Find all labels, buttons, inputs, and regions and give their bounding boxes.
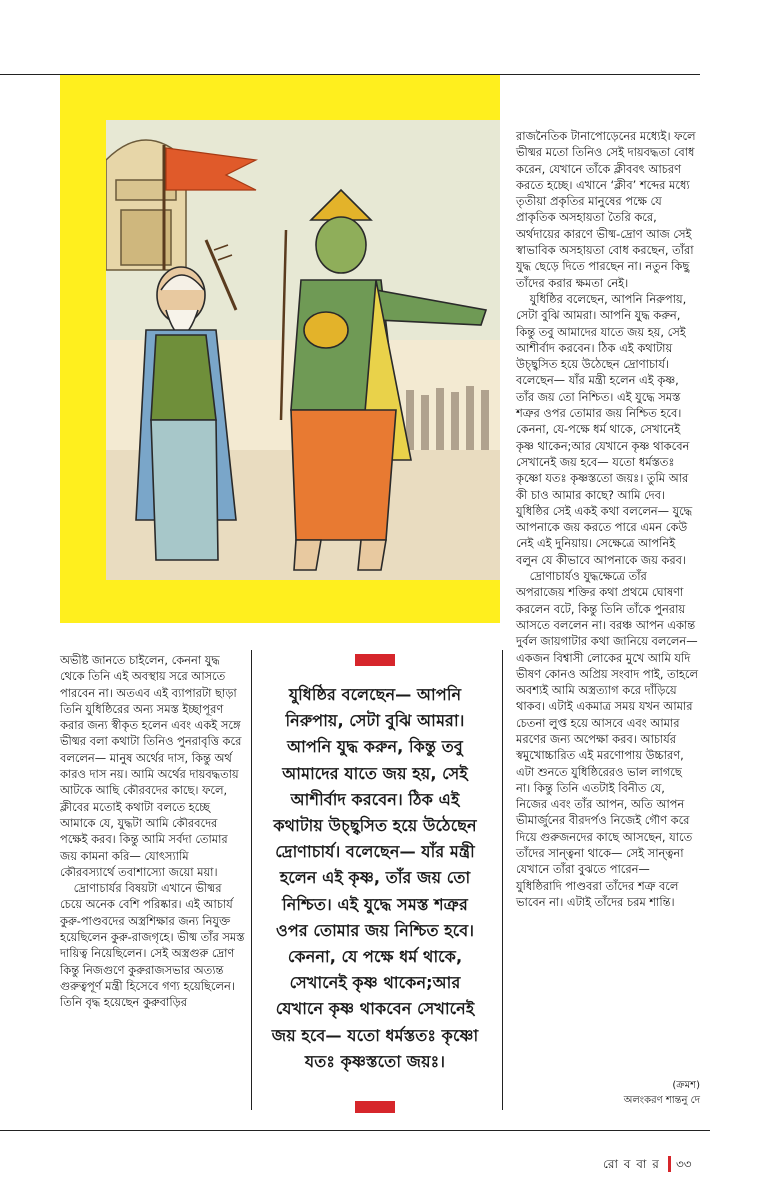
column-divider [502,650,503,1110]
paragraph: অভীষ্ট জানতে চাইলেন, কেননা যুদ্ধ থেকে তিনি এই অবস্থায় সরে আসতে পারবেন না। অতএব এই ব্যাপারটা ছাড়া তিনি যুধিষ্ঠিরের অন্য সমস্ত ইচ্ছাপূরণ করার জন্য স্বীকৃত হলেন এবং একই সঙ্গে ভীষ্মর বলা কথাটা তিনিও পুনরাবৃত্তি করে বললেন— মানুষ অর্থের দাস, কিন্তু অর্থ কারও দাস নয়। আমি অর্থের দায়বদ্ধতায় আটকে আছি কৌরবদের কাছে। ফলে, ক্লীবের মতোই কথাটা বলতে হচ্ছে আমাকে যে, যুদ্ধটা আমি কৌরবদের পক্ষেই করব। কিন্তু আমি সর্বদা তোমার জয় কামনা করি— যোৎস্যামি কৌরবস্যার্থে তবাশাস্যো জয়ো ময়া। [60,653,242,879]
text-column-right-top [516,128,699,910]
bottom-rule [0,1130,710,1131]
page-number: ৩৩ [676,1157,692,1171]
column-divider [251,650,252,1110]
red-accent-bar-bottom [355,1101,395,1113]
pull-quote: যুধিষ্ঠির বলেছেন— আপনি নিরুপায়, সেটা বুঝি আমরা। আপনি যুদ্ধ করুন, কিন্তু তবু আমাদের যাতে জয় হয়, সেই আশীর্বাদ করবেন। ঠিক এই কথাটায় উচ্ছ্বসিত হয়ে উঠেছেন দ্রোণাচার্য। বলেছেন— যাঁর মন্ত্রী হলেন এই কৃষ্ণ, তাঁর জয় তো নিশ্চিত। এই যুদ্ধে সমস্ত শত্রুর ওপর তোমার জয় নিশ্চিত হবে। কেননা, যে পক্ষে ধর্ম থাকে, সেখানেই কৃষ্ণ থাকেন;আর যেখানে কৃষ্ণ থাকবেন সেখানেই জয় হবে— যতো ধর্মস্ততঃ কৃষ্ণো যতঃ কৃষ্ণস্ততো জয়ঃ। [271,685,479,1071]
illustrator-credit: অলংকরণ শান্তনু দে [623,1095,700,1106]
text-column-left [60,652,246,1011]
paragraph: দ্রোণাচার্যও যুদ্ধক্ষেত্রে তাঁর অপরাজেয় শক্তির কথা প্রথমে ঘোষণা করলেন বটে, কিন্তু তিনি তাঁকে পুনরায় আসতে বললেন না। বরঞ্চ আপন একান্ত দুর্বল জায়গাটার কথা জানিয়ে বললেন— একজন বিশ্বাসী লোকের মুখে আমি যদি ভীষণ কোনও অপ্রিয় সংবাদ পাই, তাহলে অবশ্যই আমি অস্ত্রত্যাগ করে দাঁড়িয়ে থাকব। এটাই একমাত্র সময় যখন আমার চেতনা লুপ্ত হয়ে আসবে এবং আমার মরণের জন্য অপেক্ষা করব। আচার্যর স্বমুখোচ্চারিত এই মরণোপায় উচ্চারণ, এটা শুনতে যুধিষ্ঠিরেরও ভাল লাগছে না। কিন্তু তিনি এতটাই বিনীত যে, নিজের এবং তাঁর আপন, অতি আপন ভীমার্জুনের বীরদর্পও নিজেই গৌণ করে দিয়ে গুরুজনদের কাছে আসছেন, যাতে তাঁদের সান্ত্বনা থাকে— সেই সান্ত্বনা যেখানে তাঁরা বুঝতে পারেন— যুধিষ্ঠিরাদি পাণ্ডবরা তাঁদের শত্রু বলে ভাবেন না। এটাই তাঁদের চরম শান্তি। [516,569,698,909]
continued-label: (ক্রমশ) [672,1080,700,1091]
illustration-image [106,120,500,580]
paragraph: যুধিষ্ঠির বলেছেন, আপনি নিরুপায়, সেটা বুঝি আমরা। আপনি যুদ্ধ করুন, কিন্তু তবু আমাদের যাতে জয় হয়, সেই আশীর্বাদ করবেন। ঠিক এই কথাটায় উচ্ছ্বসিত হয়ে উঠেছেন দ্রোণাচার্য। বলেছেন— যাঁর মন্ত্রী হলেন এই কৃষ্ণ, তাঁর জয় তো নিশ্চিত। এই যুদ্ধে সমস্ত শত্রুর ওপর তোমার জয় নিশ্চিত হবে। কেননা, যে-পক্ষে ধর্ম থাকে, সেখানেই কৃষ্ণ থাকেন;আর যেখানে কৃষ্ণ থাকবেন সেখানেই জয় হবে— যতো ধর্মস্ততঃ কৃষ্ণো যতঃ কৃষ্ণস্ততো জয়ঃ। তুমি আর কী চাও আমার কাছে? আমি দেব। যুধিষ্ঠির সেই একই কথা বললেন— যুদ্ধে আপনাকে জয় করতে পারে এমন কেউ নেই এই দুনিয়ায়। সেক্ষেত্রে আপনিই বলুন যে কীভাবে আপনাকে জয় করব। [516,291,693,567]
red-accent-bar-top [355,654,395,666]
folio-separator [668,1156,671,1172]
magazine-name: রো ব বা র [603,1157,660,1171]
paragraph: রাজনৈতিক টানাপোড়েনের মধ্যেই। ফলে ভীষ্মর মতো তিনিও সেই দায়বদ্ধতা বোধ করেন, যেখানে তাঁকে ক্লীববৎ আচরণ করতে হচ্ছে। এখানে ‘ক্লীব’ শব্দের মধ্যে তৃতীয়া প্রকৃতির মানুষের পক্ষে যে প্রাকৃতিক অসহায়তা তৈরি করে, অর্থদায়ের কারণে ভীষ্ম-দ্রোণ আজ সেই স্বাভাবিক অসহায়তা বোধ করছেন, তাঁরা যুদ্ধ ছেড়ে দিতে পারছেন না। নতুন কিছু তাঁদের করার ক্ষমতা নেই। [516,129,696,290]
paragraph: দ্রোণাচার্যর বিষয়টা এখানে ভীষ্মর চেয়ে অনেক বেশি পরিষ্কার। এই আচার্য কুরু-পাণ্ডবদের অস্ত্রশিক্ষার জন্য নিযুক্ত হয়েছিলেন কুরু-রাজগৃহে। ভীষ্ম তাঁর সমস্ত দায়িত্ব নিয়েছিলেন। সেই অস্ত্রগুরু দ্রোণ কিন্তু নিজগুণে কুরুরাজসভার অত্যন্ত গুরুত্বপূর্ণ মন্ত্রী হিসেবে গণ্য হয়েছিলেন। তিনি বৃদ্ধ হয়েছেন কুরুবাড়ির [60,881,245,1010]
